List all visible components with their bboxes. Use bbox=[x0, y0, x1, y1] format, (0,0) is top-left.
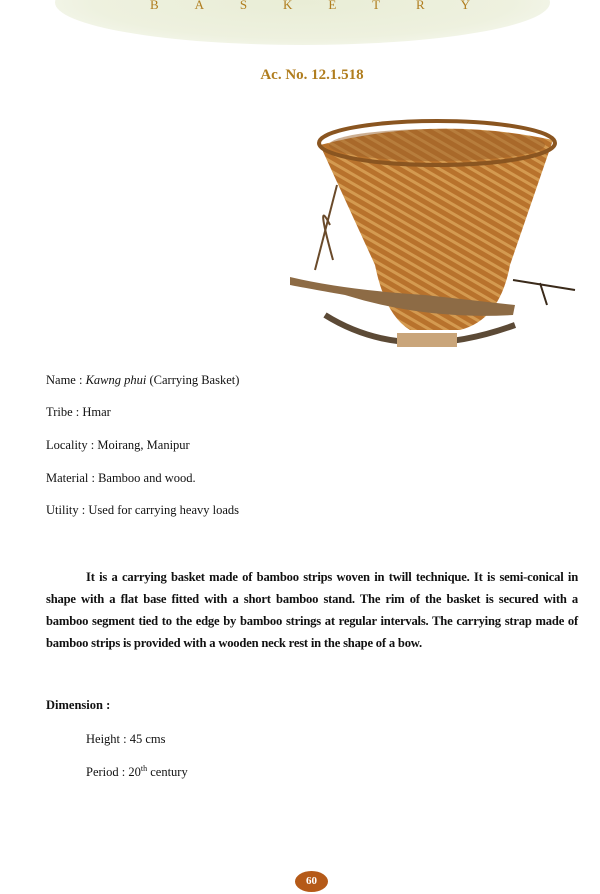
section-letter: E bbox=[328, 0, 337, 12]
dimension-height: Height : 45 cms bbox=[86, 732, 166, 746]
field-name: Name : Kawng phui (Carrying Basket) bbox=[46, 373, 240, 387]
section-title bbox=[150, 0, 470, 13]
section-letter: Y bbox=[460, 0, 470, 12]
section-letter: T bbox=[372, 0, 381, 12]
field-utility: Utility : Used for carrying heavy loads bbox=[46, 503, 240, 517]
section-letter: B bbox=[150, 0, 159, 12]
section-letter: K bbox=[283, 0, 293, 12]
section-letter: S bbox=[239, 0, 248, 12]
page-number: 60 bbox=[295, 871, 328, 892]
field-locality: Locality : Moirang, Manipur bbox=[46, 438, 190, 452]
dimension-period: Period : 20th century bbox=[86, 764, 188, 780]
field-material: Material : Bamboo and wood. bbox=[46, 471, 196, 485]
field-tribe: Tribe : Hmar bbox=[46, 405, 111, 419]
carrying-basket-photo bbox=[285, 115, 580, 380]
accession-number: Ac. No. 12.1.518 bbox=[260, 67, 364, 83]
section-letter: R bbox=[416, 0, 425, 12]
dimension-heading: Dimension : bbox=[46, 698, 111, 712]
description-paragraph: It is a carrying basket made of bamboo strips woven in twill technique. It is semi-conical in shape with a flat base fitted with a short bamboo stand. The rim of the basket is secured with a bamboo segment tied to the edge by bamboo strings at regular intervals. The carrying strap made of bamboo strips is provided with a wooden neck rest in the shape of a bow. bbox=[46, 570, 578, 650]
section-letter: A bbox=[194, 0, 204, 12]
